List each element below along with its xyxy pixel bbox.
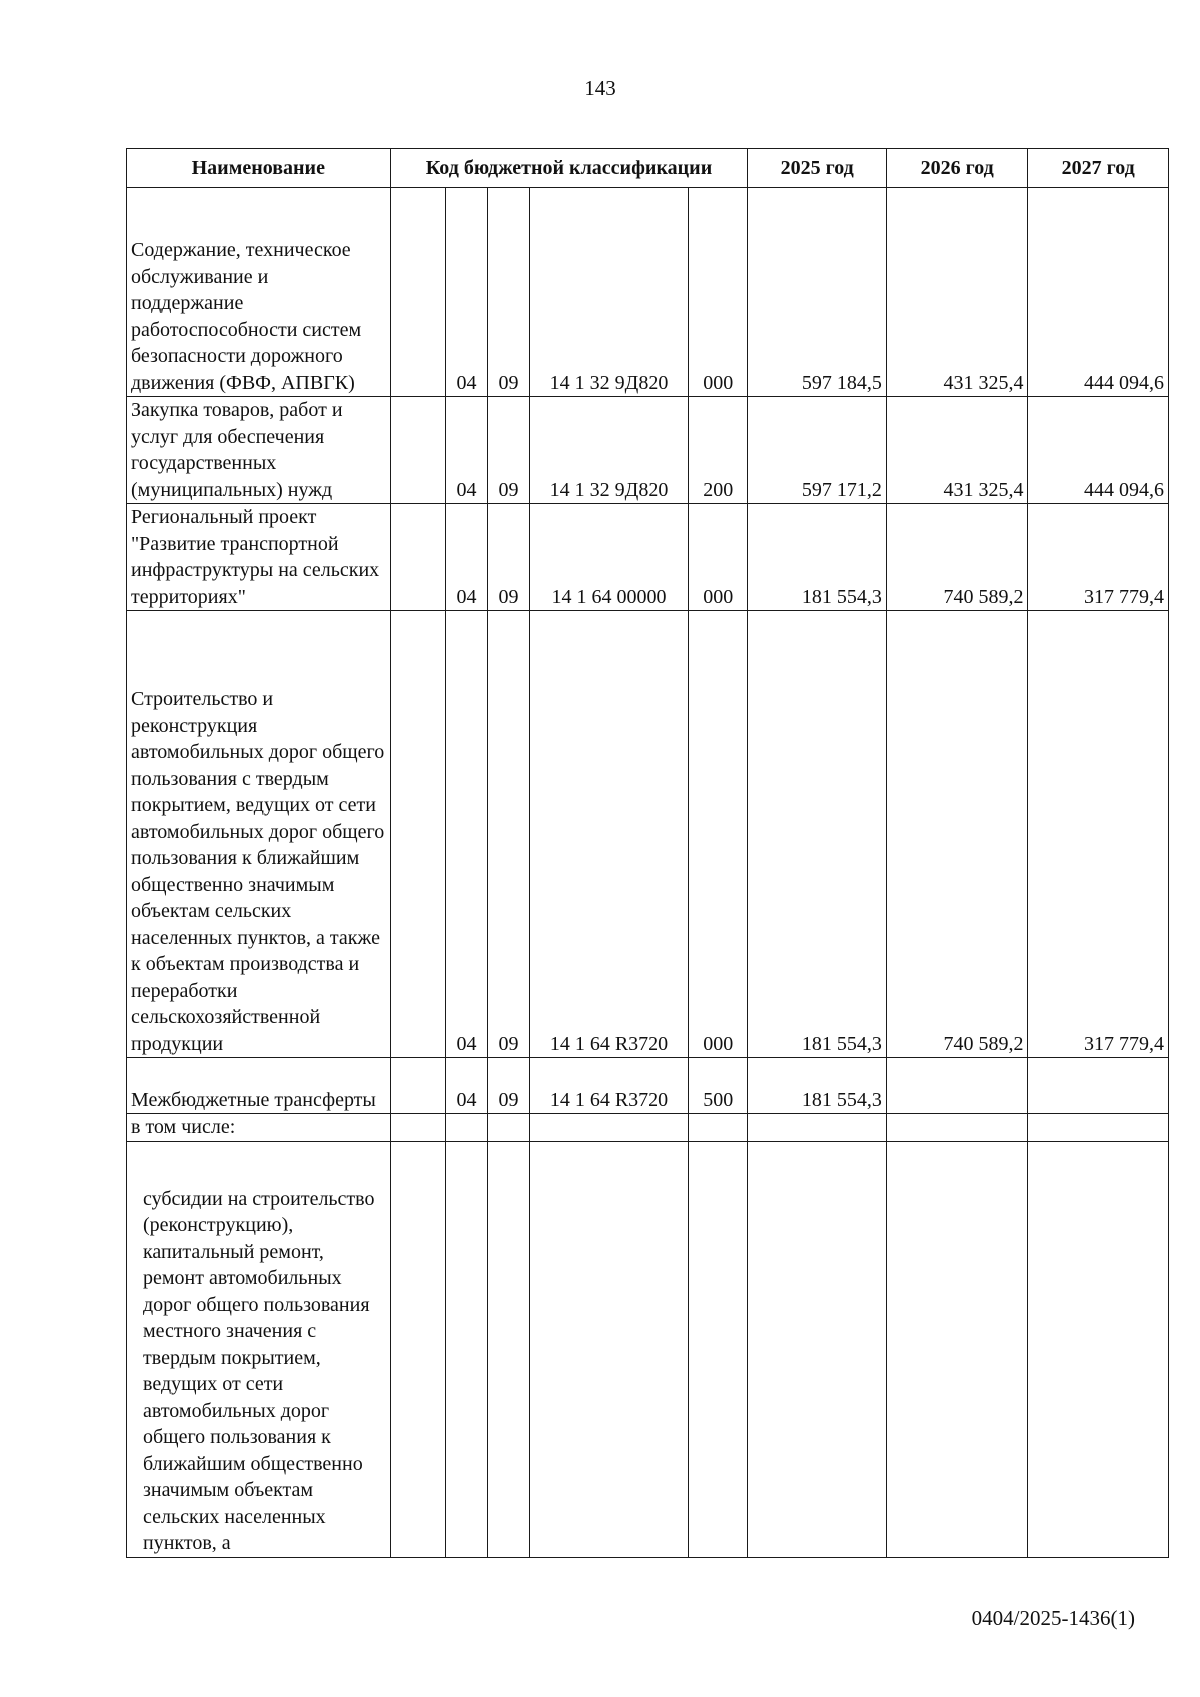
row-code-expense-type: 000 (688, 188, 747, 397)
row-value-2027 (1028, 1058, 1169, 1114)
row-code-section (445, 1141, 487, 1557)
row-value-2025 (748, 1114, 886, 1142)
row-value-2026: 740 589,2 (886, 611, 1028, 1058)
row-code-expense-type: 200 (688, 397, 747, 504)
row-code-1 (390, 188, 445, 397)
row-value-2025: 597 171,2 (748, 397, 886, 504)
row-code-target (530, 1141, 689, 1557)
row-value-2025 (748, 1141, 886, 1557)
row-code-subsection: 09 (487, 504, 529, 611)
table-row (127, 504, 1169, 611)
row-value-2026 (886, 1114, 1028, 1142)
row-value-2026: 740 589,2 (886, 504, 1028, 611)
row-value-2027 (1028, 1114, 1169, 1142)
row-value-2025: 181 554,3 (748, 611, 886, 1058)
row-code-section: 04 (445, 611, 487, 1058)
row-code-expense-type (688, 1141, 747, 1557)
row-value-2027 (1028, 1141, 1169, 1557)
header-code: Код бюджетной классификации (390, 149, 748, 188)
row-code-target: 14 1 32 9Д820 (530, 397, 689, 504)
row-value-2027: 444 094,6 (1028, 188, 1169, 397)
table-row (127, 611, 1169, 1058)
row-code-expense-type: 000 (688, 611, 747, 1058)
header-2026: 2026 год (886, 149, 1028, 188)
row-name: в том числе: (127, 1114, 391, 1142)
row-code-1 (390, 397, 445, 504)
table-row (127, 188, 1169, 397)
row-name: Закупка товаров, работ и услуг для обеспечения государственных (муниципальных) нужд (127, 397, 391, 504)
row-name: Региональный проект "Развитие транспортной инфраструктуры на сельских территориях" (127, 504, 391, 611)
row-name: Строительство и реконструкция автомобильных дорог общего пользования с твердым покрытием, ведущих от сети автомобильных дорог общего пользования к ближайшим общественно значимым объектам сельских населенных пунктов, а также к объектам производства и переработки сельскохозяйственной продукции (127, 611, 391, 1058)
row-code-subsection: 09 (487, 611, 529, 1058)
page-number: 143 (584, 76, 616, 100)
row-value-2027: 317 779,4 (1028, 611, 1169, 1058)
row-code-subsection (487, 1141, 529, 1557)
row-code-target (530, 1114, 689, 1142)
row-code-expense-type: 000 (688, 504, 747, 611)
row-code-section: 04 (445, 1058, 487, 1114)
row-code-section: 04 (445, 504, 487, 611)
row-code-1 (390, 1058, 445, 1114)
row-value-2027: 317 779,4 (1028, 504, 1169, 611)
row-code-expense-type (688, 1114, 747, 1142)
row-code-expense-type: 500 (688, 1058, 747, 1114)
row-code-1 (390, 1141, 445, 1557)
row-value-2025: 181 554,3 (748, 1058, 886, 1114)
row-code-1 (390, 611, 445, 1058)
row-code-section (445, 1114, 487, 1142)
row-code-subsection: 09 (487, 1058, 529, 1114)
header-2027: 2027 год (1028, 149, 1169, 188)
row-value-2025: 181 554,3 (748, 504, 886, 611)
row-value-2026 (886, 1141, 1028, 1557)
row-value-2027: 444 094,6 (1028, 397, 1169, 504)
row-code-1 (390, 504, 445, 611)
row-name: Содержание, техническое обслуживание и поддержание работоспособности систем безопасности дорожного движения (ФВФ, АПВГК) (127, 188, 391, 397)
row-code-subsection: 09 (487, 188, 529, 397)
document-code: 0404/2025-1436(1) (971, 1606, 1135, 1630)
table-row (127, 1058, 1169, 1114)
budget-table (126, 148, 1169, 1558)
header-name: Наименование (127, 149, 391, 188)
row-code-section: 04 (445, 397, 487, 504)
header-2025: 2025 год (748, 149, 886, 188)
row-name: Межбюджетные трансферты (127, 1058, 391, 1114)
table-row (127, 397, 1169, 504)
row-code-target: 14 1 64 R3720 (530, 611, 689, 1058)
table-row (127, 1114, 1169, 1142)
row-code-target: 14 1 64 00000 (530, 504, 689, 611)
row-value-2026: 431 325,4 (886, 397, 1028, 504)
row-code-subsection: 09 (487, 397, 529, 504)
row-value-2026 (886, 1058, 1028, 1114)
row-code-section: 04 (445, 188, 487, 397)
row-name: субсидии на строительство (реконструкцию), капитальный ремонт, ремонт автомобильных дорог общего пользования местного значения с твердым покрытием, ведущих от сети автомобильных дорог общего пользования к ближайшим общественно значимым объектам сельских населенных пунктов, а (127, 1141, 391, 1557)
row-code-target: 14 1 64 R3720 (530, 1058, 689, 1114)
row-code-1 (390, 1114, 445, 1142)
row-value-2026: 431 325,4 (886, 188, 1028, 397)
header-row (127, 149, 1169, 188)
row-value-2025: 597 184,5 (748, 188, 886, 397)
table-row (127, 1141, 1169, 1557)
row-code-target: 14 1 32 9Д820 (530, 188, 689, 397)
row-code-subsection (487, 1114, 529, 1142)
